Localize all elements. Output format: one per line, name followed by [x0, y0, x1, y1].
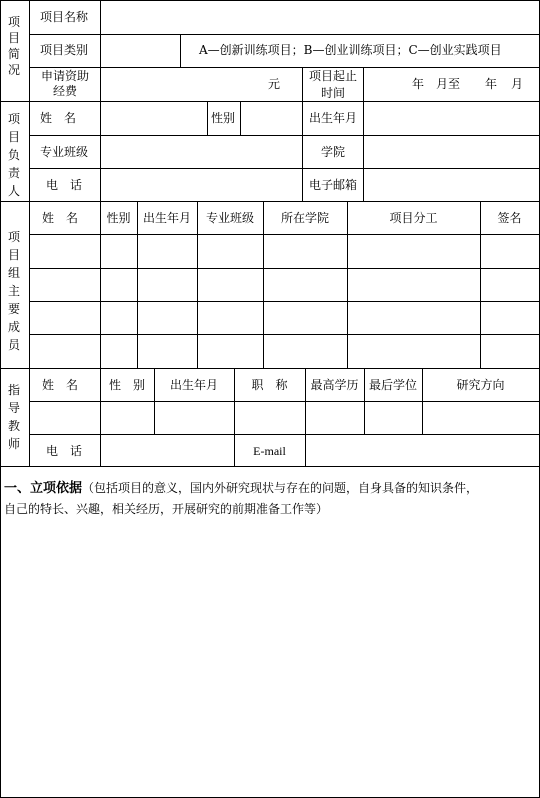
project-basis-note-line2: 自己的特长、兴趣，相关经历，开展研究的前期准备工作等） [4, 502, 329, 516]
advisor-header-gender: 性 别 [108, 378, 145, 392]
members-header-gender: 性别 [106, 211, 131, 225]
members-row[interactable] [30, 302, 539, 334]
members-header-name: 姓 名 [42, 211, 79, 225]
leader-name-label: 姓 名 [40, 111, 77, 125]
period-label-line2: 时间 [320, 86, 345, 100]
leader-phone-field[interactable] [101, 169, 302, 201]
funding-label-line2: 经费 [52, 84, 77, 98]
members-row[interactable] [30, 235, 539, 268]
project-basis-textarea[interactable] [1, 520, 539, 796]
period-label-line1: 项目起止 [308, 69, 357, 83]
advisor-email-label: E-mail [253, 444, 286, 458]
project-basis-heading: 一、立项依据 [4, 481, 83, 496]
rule [207, 101, 208, 135]
rule [0, 201, 540, 202]
advisor-header-degree-highest: 最高学历 [310, 378, 359, 392]
members-header-signature: 签名 [497, 211, 522, 225]
leader-gender-field[interactable] [241, 102, 302, 135]
rule [363, 67, 364, 101]
members-row[interactable] [30, 335, 539, 368]
period-end-year: 年 [485, 77, 498, 91]
leader-name-field[interactable] [101, 102, 207, 135]
leader-college-field[interactable] [364, 136, 539, 168]
project-name-label: 项目名称 [40, 10, 89, 24]
project-basis-note-line1: （包括项目的意义，国内外研究现状与存在的问题，自身具备的知识条件， [82, 481, 479, 495]
section-label-members: 项目组主要成员 [7, 230, 20, 352]
advisor-header-title: 职 称 [251, 378, 288, 392]
members-header-class: 专业班级 [205, 211, 254, 225]
advisor-phone-label: 电 话 [46, 444, 83, 458]
rule [302, 101, 303, 201]
section-label-advisor: 指导教师 [7, 383, 20, 451]
section-label-leader: 项目负责人 [7, 112, 20, 198]
members-row[interactable] [30, 269, 539, 301]
project-name-field[interactable] [101, 1, 539, 34]
leader-email-field[interactable] [364, 169, 539, 201]
advisor-row[interactable] [30, 402, 539, 434]
leader-email-label: 电子邮箱 [309, 178, 358, 192]
advisor-header-name: 姓 名 [42, 378, 79, 392]
advisor-phone-field[interactable] [101, 435, 234, 466]
rule [0, 368, 540, 369]
period-end-month: 月 [511, 77, 524, 91]
leader-college-label: 学院 [321, 145, 346, 159]
period-start-year: 年 [412, 77, 425, 91]
project-type-field[interactable] [101, 35, 180, 67]
members-header-college: 所在学院 [280, 211, 329, 225]
advisor-header-birth: 出生年月 [169, 378, 218, 392]
period-start-month: 月至 [436, 77, 461, 91]
advisor-email-field[interactable] [306, 435, 539, 466]
leader-phone-label: 电 话 [46, 178, 83, 192]
project-basis-heading-block [4, 478, 536, 520]
leader-birth-field[interactable] [364, 102, 539, 135]
members-header-birth: 出生年月 [142, 211, 191, 225]
leader-class-label: 专业班级 [40, 145, 89, 159]
funding-label-line1: 申请资助 [40, 69, 89, 83]
leader-class-field[interactable] [101, 136, 302, 168]
section-label-brief: 项目简况 [7, 15, 20, 77]
leader-gender-label: 性别 [211, 111, 236, 125]
project-type-options: A—创新训练项目；B—创业训练项目；C—创业实践项目 [199, 43, 502, 57]
rule [0, 466, 540, 467]
rule [180, 34, 181, 67]
funding-unit: 元 [268, 77, 281, 91]
leader-birth-label: 出生年月 [309, 111, 358, 125]
advisor-header-degree-last: 最后学位 [368, 378, 417, 392]
advisor-header-research: 研究方向 [456, 378, 505, 392]
members-header-role: 项目分工 [389, 211, 438, 225]
project-type-label: 项目类别 [40, 43, 89, 57]
